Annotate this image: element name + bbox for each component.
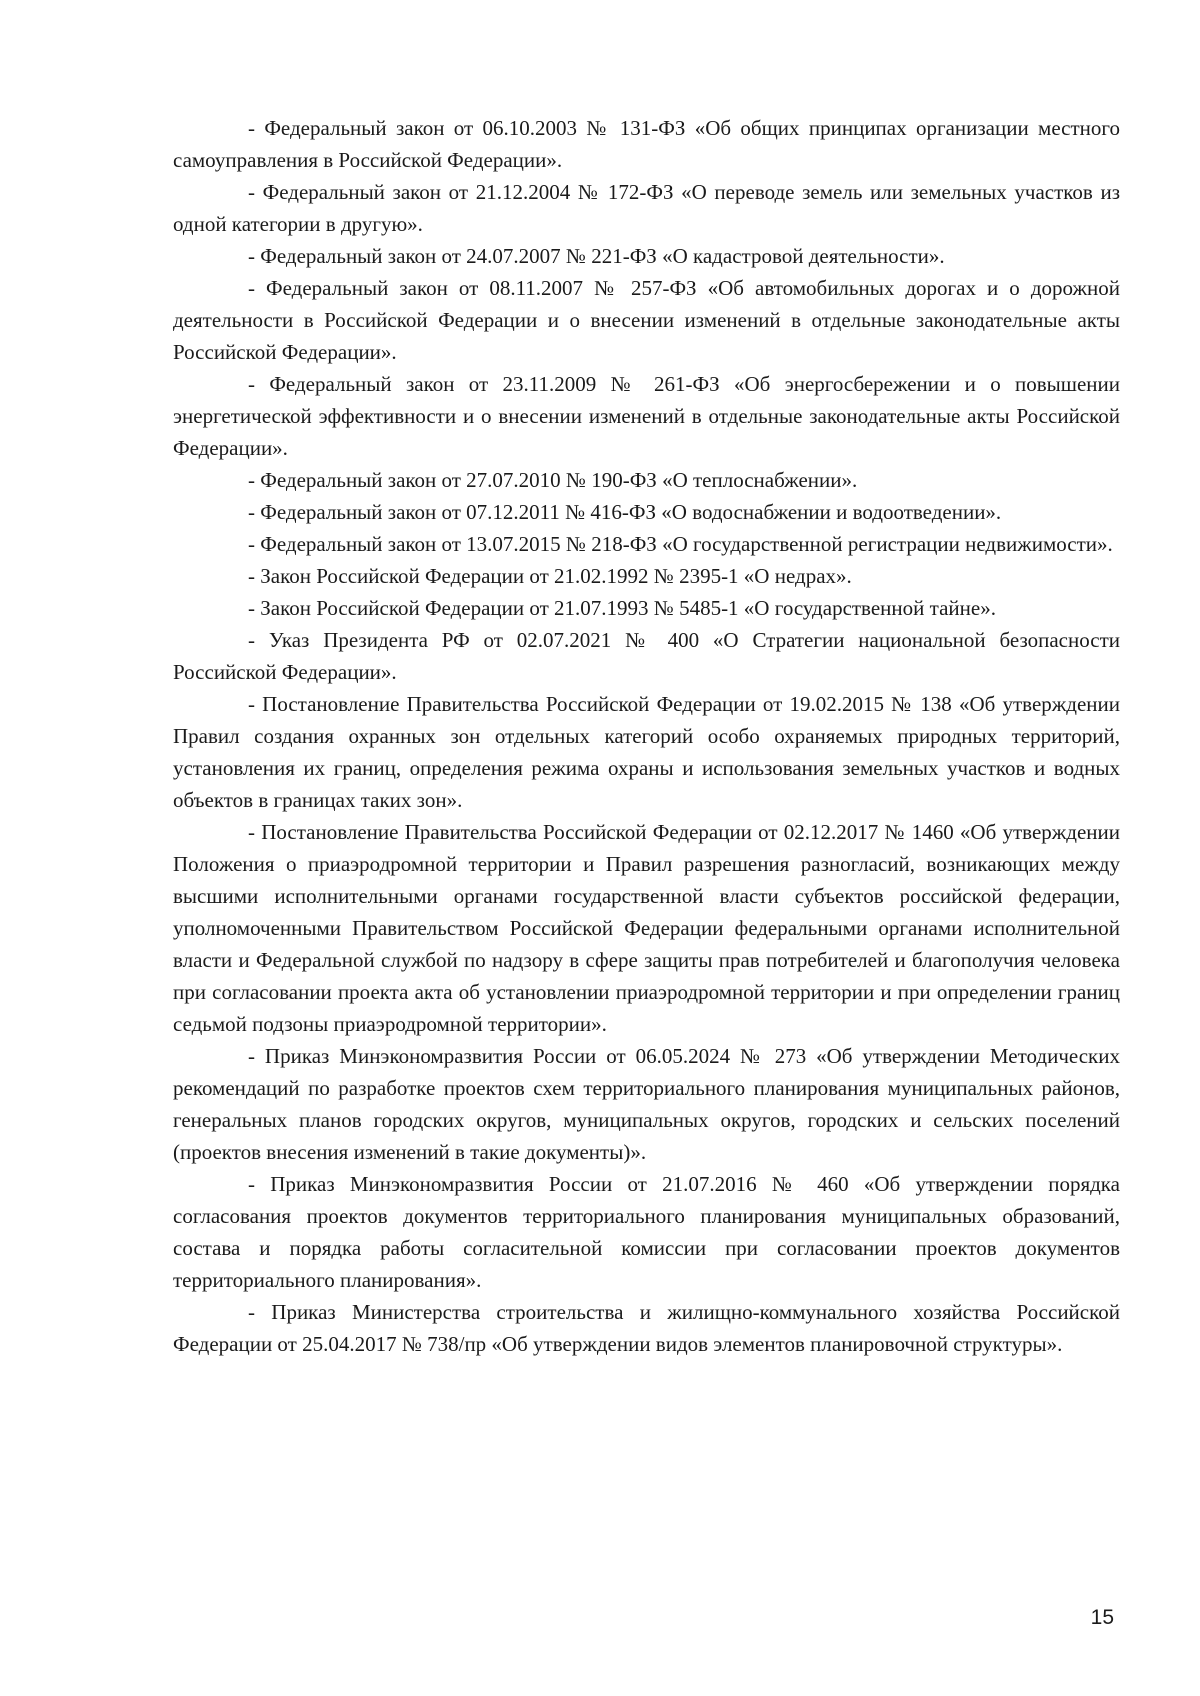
list-item: - Федеральный закон от 07.12.2011 № 416-ФЗ «О водоснабжении и водоотведении». bbox=[248, 500, 1002, 524]
list-item: - Федеральный закон от 24.07.2007 № 221-ФЗ «О кадастровой деятельности». bbox=[248, 244, 945, 268]
list-item: - Приказ Минэкономразвития России от 06.05.2024 № 273 «Об утверждении Методических рекомендаций по разработке проектов схем территориального планирования муниципальных районов, генеральных планов городских округов, муниципальных округов, городских и сельских поселений (проектов внесения изменений в такие документы)». bbox=[173, 1044, 1120, 1164]
list-item: - Федеральный закон от 06.10.2003 № 131-ФЗ «Об общих принципах организации местного самоуправления в Российской Федерации». bbox=[173, 116, 1120, 172]
page-number: 15 bbox=[1090, 1606, 1114, 1629]
list-item: - Приказ Министерства строительства и жилищно-коммунального хозяйства Российской Федерации от 25.04.2017 № 738/пр «Об утверждении видов элементов планировочной структуры». bbox=[173, 1300, 1120, 1356]
list-item: - Федеральный закон от 23.11.2009 № 261-ФЗ «Об энергосбережении и о повышении энергетической эффективности и о внесении изменений в отдельные законодательные акты Российской Федерации». bbox=[173, 372, 1120, 460]
list-item: - Постановление Правительства Российской Федерации от 02.12.2017 № 1460 «Об утверждении Положения о приаэродромной территории и Правил разрешения разногласий, возникающих между высшими исполнительными органами государственной власти субъектов российской федерации, уполномоченными Правительством Российской Федерации федеральными органами исполнительной власти и Федеральной службой по надзору в сфере защиты прав потребителей и благополучия человека при согласовании проекта акта об установлении приаэродромной территории и при определении границ седьмой подзоны приаэродромной территории». bbox=[173, 820, 1120, 1036]
list-item: - Федеральный закон от 27.07.2010 № 190-ФЗ «О теплоснабжении». bbox=[248, 468, 858, 492]
list-item: - Постановление Правительства Российской Федерации от 19.02.2015 № 138 «Об утверждении Правил создания охранных зон отдельных категорий особо охраняемых природных территорий, установления их границ, определения режима охраны и использования земельных участков и водных объектов в границах таких зон». bbox=[173, 692, 1120, 812]
list-item: - Закон Российской Федерации от 21.02.1992 № 2395-1 «О недрах». bbox=[248, 564, 852, 588]
list-item: - Федеральный закон от 21.12.2004 № 172-ФЗ «О переводе земель или земельных участков из одной категории в другую». bbox=[173, 180, 1120, 236]
legal-acts-list bbox=[173, 112, 1120, 1360]
list-item: - Указ Президента РФ от 02.07.2021 № 400 «О Стратегии национальной безопасности Российской Федерации». bbox=[173, 628, 1120, 684]
list-item: - Закон Российской Федерации от 21.07.1993 № 5485-1 «О государственной тайне». bbox=[248, 596, 996, 620]
list-item: - Федеральный закон от 13.07.2015 № 218-ФЗ «О государственной регистрации недвижимости». bbox=[248, 532, 1113, 556]
list-item: - Приказ Минэкономразвития России от 21.07.2016 № 460 «Об утверждении порядка согласования проектов документов территориального планирования муниципальных образований, состава и порядка работы согласительной комиссии при согласовании проектов документов территориального планирования». bbox=[173, 1172, 1120, 1292]
list-item: - Федеральный закон от 08.11.2007 № 257-ФЗ «Об автомобильных дорогах и о дорожной деятельности в Российской Федерации и о внесении изменений в отдельные законодательные акты Российской Федерации». bbox=[173, 276, 1120, 364]
